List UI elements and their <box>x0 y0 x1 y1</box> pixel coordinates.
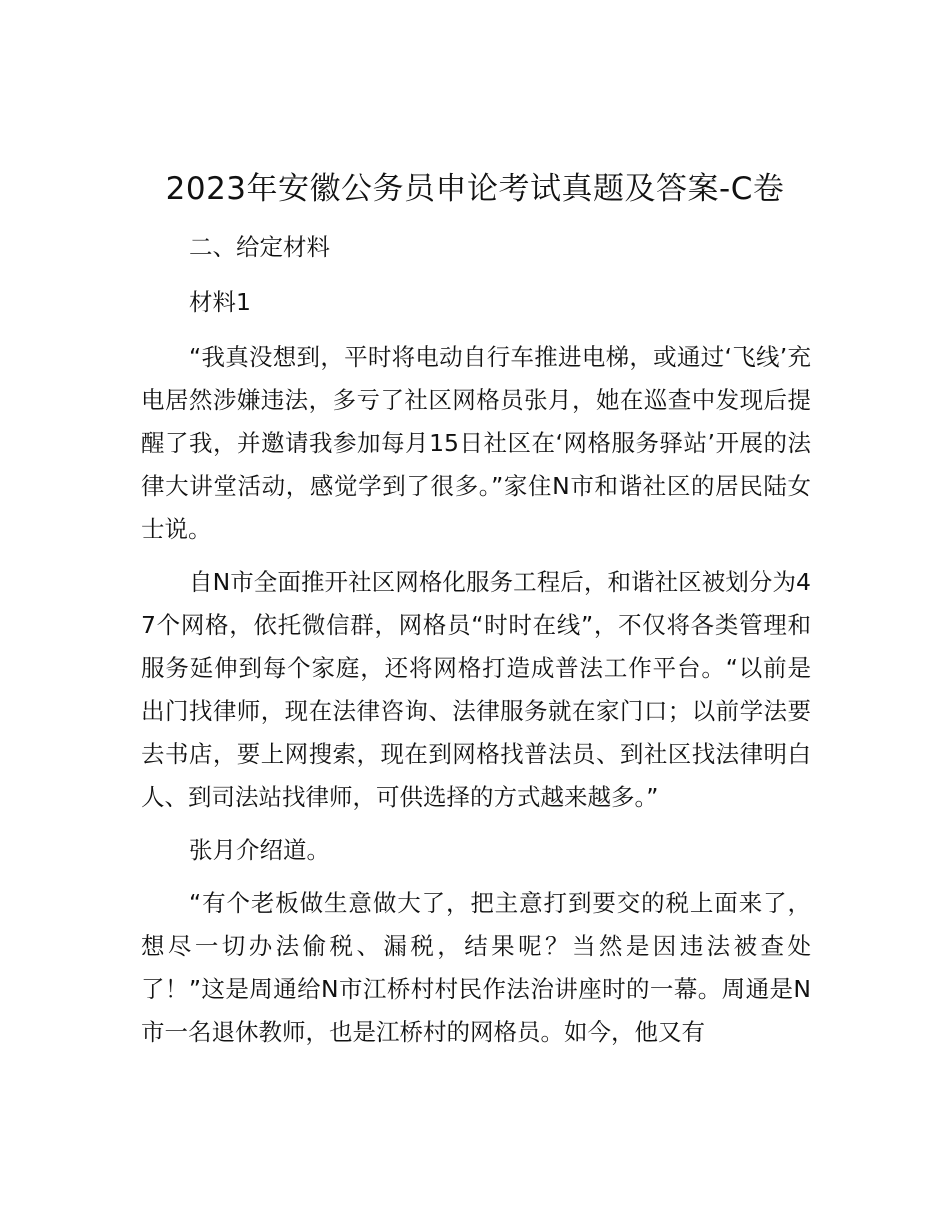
section-heading: 二、给定材料 <box>189 233 330 261</box>
paragraph: “我真没想到，平时将电动自行车推进电梯，或通过‘飞线’充电居然涉嫌违法，多亏了社区网格员张月，她在巡查中发现后提醒了我，并邀请我参加每月15日社区在‘网格服务驿站’开展的法律大讲堂活动，感觉学到了很多。”家住N市和谐社区的居民陆女士说。 <box>141 343 811 543</box>
document-title: 2023年安徽公务员申论考试真题及答案-C卷 <box>165 171 785 207</box>
paragraph: “有个老板做生意做大了，把主意打到要交的税上面来了，想尽一切办法偷税、漏税，结果呢？当然是因违法被查处了！”这是周通给N市江桥村村民作法治讲座时的一幕。周通是N市一名退休教师，也是江桥村的网格员。如今，他又有 <box>141 889 811 1046</box>
paragraph: 张月介绍道。 <box>189 836 330 864</box>
material-label: 材料1 <box>189 288 251 316</box>
document-body <box>141 226 811 1064</box>
paragraph: 自N市全面推开社区网格化服务工程后，和谐社区被划分为47个网格，依托微信群，网格员“时时在线”，不仅将各类管理和服务延伸到每个家庭，还将网格打造成普法工作平台。“以前是出门找律师，现在法律咨询、法律服务就在家门口；以前学法要去书店，要上网搜索，现在到网格找普法员、到社区找法律明白人、到司法站找律师，可供选择的方式越来越多。” <box>141 568 811 811</box>
